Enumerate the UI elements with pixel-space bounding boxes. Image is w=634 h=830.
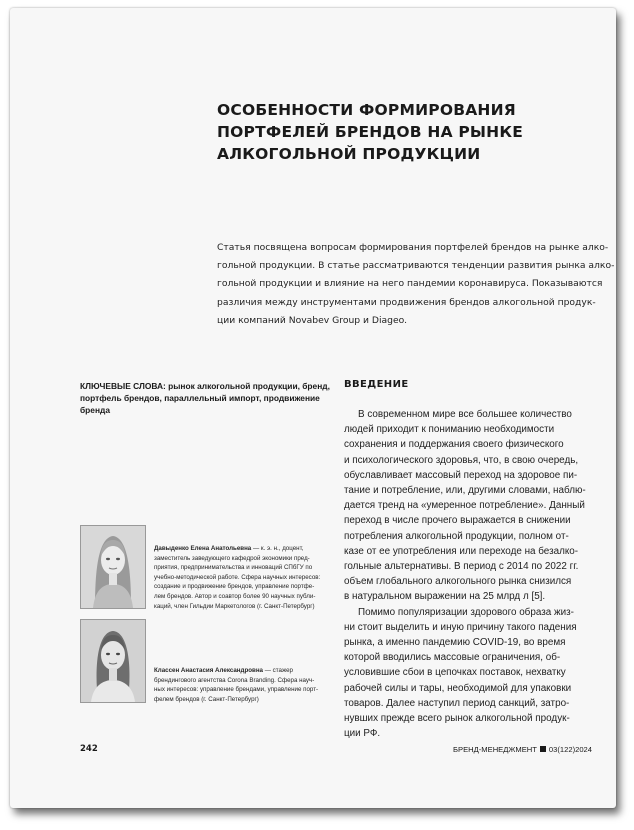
author-line: фелем брендов (г. Санкт-Петербург)	[154, 695, 259, 703]
keywords	[80, 381, 330, 416]
keywords-line: портфель брендов, параллельный импорт, продвижение	[80, 392, 320, 403]
body-line: объем глобального алкогольного рынка снизился	[344, 576, 572, 588]
body-line: условившие сбои в цепочках поставок, нехватку	[344, 667, 566, 679]
author-line: каций, член Гильдии Маркетологов (г. Санкт-Петербург)	[154, 602, 315, 610]
author-line: ных интересов: управление брендами, управление порт-	[154, 686, 319, 694]
journal-name: БРЕНД-МЕНЕДЖМЕНТ	[453, 745, 537, 754]
author-photo	[80, 619, 146, 703]
author-bio	[154, 544, 334, 611]
author-bio	[154, 666, 334, 704]
body-line: людей приходит к пониманию необходимости	[344, 424, 555, 436]
title-line: ОСОБЕННОСТИ ФОРМИРОВАНИЯ	[217, 101, 516, 119]
body-line: в натуральном выражении на 25 млрд л [5].	[344, 591, 546, 603]
abstract-line: гольной продукции и влияние на него пандемии коронавируса. Показываются	[217, 278, 603, 290]
body-line: сохранения и поддержания своего физического	[344, 439, 564, 451]
author-text: — к. э. н., доцент,	[251, 545, 304, 552]
body-text	[344, 407, 606, 741]
section-heading: ВВЕДЕНИЕ	[344, 379, 409, 390]
abstract-line: ции компаний Novabev Group и Diageo.	[217, 314, 408, 326]
author-name: Давыденко Елена Анатольевна	[154, 545, 252, 552]
body-line: рынка, а именно пандемию COVID-19, во время	[344, 637, 566, 649]
keywords-line: КЛЮЧЕВЫЕ СЛОВА: рынок алкогольной продукции, бренд,	[80, 381, 330, 391]
journal-footer	[453, 745, 592, 754]
body-line: гольные альтернативы. В период с 2014 по 2022 гг.	[344, 561, 579, 573]
keywords-line: бренда	[80, 404, 110, 415]
portrait-image	[81, 620, 145, 702]
portrait-image	[81, 526, 145, 608]
author-line	[154, 544, 334, 554]
body-line: которой вводились массовые ограничения, об-	[344, 652, 561, 664]
page-number: 242	[80, 744, 98, 754]
author-line: заместитель заведующего кафедрой экономики пред-	[154, 554, 310, 562]
body-line: В современном мире все большее количество	[358, 409, 572, 420]
title-line: ПОРТФЕЛЕЙ БРЕНДОВ НА РЫНКЕ	[217, 123, 524, 141]
body-line: казе от ее употребления или переходе на безалко-	[344, 545, 579, 557]
body-line: ции РФ.	[344, 728, 381, 740]
author-line	[154, 666, 334, 676]
journal-issue: 03(122)2024	[548, 745, 592, 754]
body-line: тание и потребление, или, другими словами, наблю-	[344, 485, 586, 497]
body-line: переход в числе прочего выражается в снижении	[344, 515, 571, 527]
body-line: рабочей силы и тары, необходимой для упаковки	[344, 682, 572, 694]
journal-page	[10, 8, 616, 808]
author-photo	[80, 525, 146, 609]
body-line: и психологического здоровья, что, в свою очередь,	[344, 454, 579, 466]
body-line: обуславливает массовый переход на здоровое пи-	[344, 469, 578, 481]
body-line: товаров. Далее наступил период санкций, затро-	[344, 697, 570, 709]
author-line: учебно-методической работе. Сфера научных интересов:	[154, 573, 321, 581]
author-line: брендингового агентства Corona Branding. Сфера науч-	[154, 676, 315, 684]
body-line: ни стоит выделить и иную причину такого падения	[344, 621, 577, 633]
abstract-line: Статья посвящена вопросам формирования портфелей брендов на рынке алко-	[217, 242, 609, 253]
title-line: АЛКОГОЛЬНОЙ ПРОДУКЦИИ	[217, 145, 481, 163]
body-line: потребления алкогольной продукции, полном от-	[344, 530, 569, 542]
author-line: приятия, предпринимательства и инноваций СПбГУ по	[154, 564, 313, 572]
abstract	[217, 239, 615, 330]
body-line: Помимо популяризации здорового образа жиз-	[358, 606, 574, 618]
author-text: — стажер	[263, 667, 293, 674]
body-line: дается тренд на «умеренное потребление». Данный	[344, 500, 585, 512]
article-title	[217, 99, 577, 165]
body-line: нувших прежде всего рынок алкогольной продук-	[344, 713, 570, 725]
author-name: Классен Анастасия Александровна	[154, 667, 264, 674]
abstract-line: различия между инструментами продвижения брендов алкогольной продук-	[217, 296, 596, 308]
author-line: создание и продвижение брендов, управление портфе-	[154, 583, 315, 591]
abstract-line: гольной продукции. В статье рассматриваются тенденции развития рынка алко-	[217, 260, 615, 272]
author-line: лем брендов. Автор и соавтор более 90 научных публи-	[154, 592, 316, 600]
square-separator-icon	[540, 746, 546, 752]
